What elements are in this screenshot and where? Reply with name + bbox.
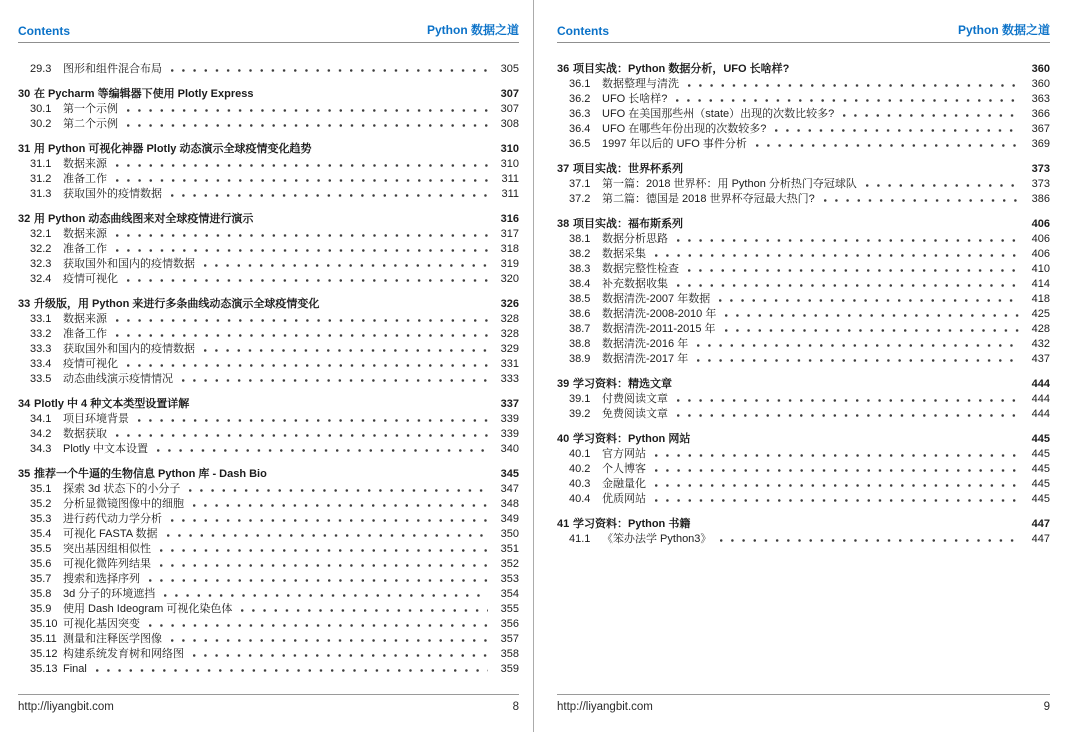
entry-number: 31.1 <box>30 158 52 170</box>
entry-page: 406 <box>1031 218 1050 230</box>
entry-title: 可视化基因突变 <box>63 618 140 630</box>
entry-title: 数据清洗-2008-2010 年 <box>602 308 717 320</box>
entry-page: 410 <box>1031 263 1050 275</box>
toc-subsection-entry[interactable] <box>18 647 519 662</box>
entry-title: 数据完整性检查 <box>602 263 679 275</box>
entry-number: 39 <box>557 378 570 390</box>
brand-label: Python 数据之道 <box>427 23 519 37</box>
entry-title: 1997 年以后的 UFO 事件分析 <box>602 138 747 150</box>
page-footer <box>18 694 519 713</box>
entry-page: 386 <box>1031 193 1050 205</box>
toc-subsection-entry[interactable] <box>557 107 1050 122</box>
page-number: 8 <box>512 701 519 713</box>
toc-section <box>18 397 519 457</box>
entry-title: 金融量化 <box>602 478 646 490</box>
toc-subsection-entry[interactable] <box>18 557 519 572</box>
toc-chapter-entry[interactable] <box>18 467 519 482</box>
entry-number: 35.9 <box>30 603 52 615</box>
entry-number: 37 <box>557 163 570 175</box>
entry-number: 35.6 <box>30 558 52 570</box>
footer-url[interactable]: http://liyangbit.com <box>557 701 653 713</box>
entry-number: 30 <box>18 88 31 100</box>
entry-title: 个人博客 <box>602 463 646 475</box>
entry-number: 38.4 <box>569 278 591 290</box>
entry-number: 37.2 <box>569 193 591 205</box>
entry-page: 373 <box>1031 178 1050 190</box>
entry-number: 32.4 <box>30 273 52 285</box>
entry-number: 40.1 <box>569 448 591 460</box>
entry-page: 360 <box>1031 63 1050 75</box>
entry-number: 31 <box>18 143 31 155</box>
entry-title: 分析显微镜图像中的细胞 <box>63 498 184 510</box>
entry-title: 学习资料：Python 书籍 <box>573 518 691 530</box>
entry-number: 33.1 <box>30 313 52 325</box>
entry-page: 445 <box>1031 433 1050 445</box>
toc-subsection-entry[interactable] <box>557 77 1050 92</box>
entry-title: 数据获取 <box>63 428 107 440</box>
toc-subsection-entry[interactable] <box>18 327 519 342</box>
entry-title: 构建系统发育树和网络图 <box>63 648 184 660</box>
toc-subsection-entry[interactable] <box>18 117 519 132</box>
entry-number: 38.2 <box>569 248 591 260</box>
entry-title: 数据来源 <box>63 158 107 170</box>
entry-number: 33.5 <box>30 373 52 385</box>
entry-page: 307 <box>500 88 519 100</box>
entry-number: 32 <box>18 213 31 225</box>
entry-number: 35.11 <box>30 633 57 645</box>
entry-title: 优质网站 <box>602 493 646 505</box>
entry-page: 310 <box>500 158 519 170</box>
page-header <box>18 0 519 43</box>
entry-title: 数据清洗-2011-2015 年 <box>602 323 716 335</box>
toc-chapter-entry[interactable] <box>18 297 519 312</box>
toc-chapter-entry[interactable] <box>557 517 1050 532</box>
entry-title: 项目实战：Python 数据分析，UFO 长啥样? <box>573 63 790 75</box>
entry-title: 数据清洗-2016 年 <box>602 338 689 350</box>
contents-label: Contents <box>557 24 609 38</box>
entry-page: 352 <box>500 558 519 570</box>
page-number: 9 <box>1043 701 1050 713</box>
entry-page: 311 <box>501 173 519 185</box>
toc-subsection-entry[interactable] <box>557 392 1050 407</box>
toc-section <box>18 212 519 287</box>
entry-number: 35 <box>18 468 31 480</box>
toc-subsection-entry[interactable] <box>18 62 519 77</box>
toc-subsection-entry[interactable] <box>557 177 1050 192</box>
toc-subsection-entry[interactable] <box>557 137 1050 152</box>
entry-page: 305 <box>500 63 519 75</box>
entry-title: 第二篇：德国是 2018 世界杯夺冠最大热门? <box>602 193 815 205</box>
entry-page: 331 <box>500 358 519 370</box>
entry-title: 探索 3d 状态下的小分子 <box>63 483 181 495</box>
entry-number: 31.2 <box>30 173 52 185</box>
entry-title: 项目实战：世界杯系列 <box>573 163 683 175</box>
entry-page: 445 <box>1031 493 1050 505</box>
entry-title: 免费阅读文章 <box>602 408 668 420</box>
toc-subsection-entry[interactable] <box>18 242 519 257</box>
toc-subsection-entry[interactable] <box>18 442 519 457</box>
entry-page: 351 <box>500 543 519 555</box>
entry-number: 36.5 <box>569 138 591 150</box>
entry-number: 35.8 <box>30 588 52 600</box>
toc-subsection-entry[interactable] <box>557 477 1050 492</box>
entry-title: 数据采集 <box>602 248 646 260</box>
entry-page: 326 <box>500 298 519 310</box>
entry-number: 36.2 <box>569 93 591 105</box>
entry-title: 搜索和选择序列 <box>63 573 140 585</box>
entry-title: UFO 在美国那些州（state）出现的次数比较多? <box>602 108 835 120</box>
toc-subsection-entry[interactable] <box>18 662 519 677</box>
entry-title: 数据整理与清洗 <box>602 78 679 90</box>
entry-title: 第一个示例 <box>63 103 118 115</box>
entry-page: 444 <box>1031 378 1050 390</box>
entry-page: 359 <box>500 663 519 675</box>
entry-number: 38.1 <box>569 233 591 245</box>
entry-page: 319 <box>500 258 519 270</box>
entry-number: 39.1 <box>569 393 591 405</box>
toc-subsection-entry[interactable] <box>18 342 519 357</box>
entry-number: 35.13 <box>30 663 58 675</box>
entry-page: 406 <box>1031 248 1050 260</box>
entry-page: 333 <box>500 373 519 385</box>
toc-section <box>18 142 519 202</box>
entry-number: 41.1 <box>569 533 591 545</box>
toc-subsection-entry[interactable] <box>18 172 519 187</box>
toc-subsection-entry[interactable] <box>557 407 1050 422</box>
entry-page: 369 <box>1031 138 1050 150</box>
entry-page: 307 <box>500 103 519 115</box>
entry-number: 38 <box>557 218 570 230</box>
entry-number: 33.2 <box>30 328 52 340</box>
entry-number: 34.1 <box>30 413 52 425</box>
entry-title: 可视化 FASTA 数据 <box>63 528 158 540</box>
entry-number: 31.3 <box>30 188 52 200</box>
entry-page: 328 <box>500 313 519 325</box>
entry-page: 363 <box>1031 93 1050 105</box>
entry-page: 318 <box>500 243 519 255</box>
entry-title: 付费阅读文章 <box>602 393 668 405</box>
entry-title: 项目环境背景 <box>63 413 129 425</box>
toc-subsection-entry[interactable] <box>557 492 1050 507</box>
toc-list <box>18 43 519 677</box>
toc-section <box>557 162 1050 207</box>
toc-subsection-entry[interactable] <box>557 232 1050 247</box>
entry-page: 447 <box>1031 518 1050 530</box>
toc-section <box>557 217 1050 367</box>
toc-subsection-entry[interactable] <box>18 157 519 172</box>
entry-number: 35.10 <box>30 618 58 630</box>
toc-subsection-entry[interactable] <box>18 272 519 287</box>
toc-section <box>557 432 1050 507</box>
entry-title: 补充数据收集 <box>602 278 668 290</box>
toc-subsection-entry[interactable] <box>18 572 519 587</box>
entry-page: 349 <box>500 513 519 525</box>
entry-title: 疫情可视化 <box>63 358 118 370</box>
entry-number: 38.6 <box>569 308 591 320</box>
entry-title: 数据清洗-2017 年 <box>602 353 689 365</box>
entry-page: 428 <box>1031 323 1050 335</box>
toc-subsection-entry[interactable] <box>18 632 519 647</box>
entry-number: 40 <box>557 433 570 445</box>
toc-chapter-entry[interactable] <box>557 162 1050 177</box>
entry-page: 357 <box>500 633 519 645</box>
entry-title: 第一篇：2018 世界杯：用 Python 分析热门夺冠球队 <box>602 178 857 190</box>
toc-subsection-entry[interactable] <box>557 292 1050 307</box>
toc-chapter-entry[interactable] <box>557 62 1050 77</box>
entry-number: 36.4 <box>569 123 591 135</box>
entry-page: 354 <box>500 588 519 600</box>
toc-chapter-entry[interactable] <box>18 212 519 227</box>
toc-subsection-entry[interactable] <box>18 512 519 527</box>
entry-page: 360 <box>1031 78 1050 90</box>
toc-section <box>18 62 519 77</box>
entry-page: 310 <box>500 143 519 155</box>
entry-title: 图形和组件混合布局 <box>63 63 162 75</box>
entry-title: 准备工作 <box>63 173 107 185</box>
entry-number: 32.1 <box>30 228 52 240</box>
entry-title: 数据分析思路 <box>602 233 668 245</box>
entry-page: 418 <box>1031 293 1050 305</box>
entry-number: 35.12 <box>30 648 58 660</box>
entry-page: 373 <box>1031 163 1050 175</box>
entry-number: 33.4 <box>30 358 52 370</box>
toc-subsection-entry[interactable] <box>557 532 1050 547</box>
page-footer <box>557 694 1050 713</box>
entry-title: 升级版，用 Python 来进行多条曲线动态演示全球疫情变化 <box>34 298 320 310</box>
entry-page: 444 <box>1031 408 1050 420</box>
footer-url[interactable]: http://liyangbit.com <box>18 701 114 713</box>
toc-subsection-entry[interactable] <box>557 122 1050 137</box>
toc-subsection-entry[interactable] <box>18 602 519 617</box>
toc-subsection-entry[interactable] <box>557 447 1050 462</box>
entry-number: 38.9 <box>569 353 591 365</box>
entry-title: 数据来源 <box>63 228 107 240</box>
page-header <box>557 0 1050 43</box>
toc-subsection-entry[interactable] <box>18 357 519 372</box>
entry-page: 329 <box>500 343 519 355</box>
entry-page: 447 <box>1031 533 1050 545</box>
toc-chapter-entry[interactable] <box>557 432 1050 447</box>
toc-chapter-entry[interactable] <box>557 377 1050 392</box>
toc-subsection-entry[interactable] <box>18 542 519 557</box>
entry-title: 疫情可视化 <box>63 273 118 285</box>
entry-page: 347 <box>500 483 519 495</box>
entry-page: 350 <box>500 528 519 540</box>
entry-number: 35.4 <box>30 528 52 540</box>
entry-page: 355 <box>500 603 519 615</box>
toc-subsection-entry[interactable] <box>557 277 1050 292</box>
entry-title: 可视化微阵列结果 <box>63 558 151 570</box>
toc-subsection-entry[interactable] <box>18 587 519 602</box>
entry-title: 在 Pycharm 等编辑器下使用 Plotly Express <box>34 88 254 100</box>
entry-title: UFO 长啥样? <box>602 93 668 105</box>
entry-number: 30.2 <box>30 118 52 130</box>
toc-section <box>18 297 519 387</box>
entry-page: 414 <box>1031 278 1050 290</box>
toc-subsection-entry[interactable] <box>18 527 519 542</box>
toc-subsection-entry[interactable] <box>18 427 519 442</box>
entry-page: 445 <box>1031 463 1050 475</box>
entry-title: 进行药代动力学分析 <box>63 513 162 525</box>
entry-page: 358 <box>500 648 519 660</box>
toc-page-9 <box>534 0 1080 732</box>
entry-title: 准备工作 <box>63 328 107 340</box>
entry-title: 《笨办法学 Python3》 <box>602 533 712 545</box>
entry-page: 425 <box>1031 308 1050 320</box>
entry-title: 使用 Dash Ideogram 可视化染色体 <box>63 603 233 615</box>
entry-title: Plotly 中文本设置 <box>63 443 148 455</box>
entry-number: 30.1 <box>30 103 52 115</box>
toc-subsection-entry[interactable] <box>18 482 519 497</box>
entry-title: 第二个示例 <box>63 118 118 130</box>
entry-page: 367 <box>1031 123 1050 135</box>
toc-chapter-entry[interactable] <box>18 87 519 102</box>
entry-title: 准备工作 <box>63 243 107 255</box>
toc-section <box>18 87 519 132</box>
entry-page: 444 <box>1031 393 1050 405</box>
entry-number: 38.8 <box>569 338 591 350</box>
entry-title: 获取国外的疫情数据 <box>63 188 162 200</box>
toc-subsection-entry[interactable] <box>18 102 519 117</box>
entry-title: 数据来源 <box>63 313 107 325</box>
entry-title: UFO 在哪些年份出现的次数较多? <box>602 123 767 135</box>
entry-number: 40.3 <box>569 478 591 490</box>
entry-number: 35.7 <box>30 573 52 585</box>
entry-number: 36 <box>557 63 570 75</box>
entry-page: 339 <box>500 413 519 425</box>
entry-number: 40.2 <box>569 463 591 475</box>
entry-page: 348 <box>500 498 519 510</box>
toc-section <box>557 377 1050 422</box>
entry-number: 38.3 <box>569 263 591 275</box>
entry-page: 445 <box>1031 478 1050 490</box>
contents-label: Contents <box>18 24 70 38</box>
toc-chapter-entry[interactable] <box>18 142 519 157</box>
entry-number: 34.2 <box>30 428 52 440</box>
entry-page: 356 <box>500 618 519 630</box>
toc-subsection-entry[interactable] <box>18 372 519 387</box>
entry-page: 311 <box>501 188 519 200</box>
entry-number: 38.5 <box>569 293 591 305</box>
entry-number: 35.5 <box>30 543 52 555</box>
entry-number: 38.7 <box>569 323 591 335</box>
toc-section <box>18 467 519 677</box>
entry-page: 366 <box>1031 108 1050 120</box>
entry-page: 339 <box>500 428 519 440</box>
toc-chapter-entry[interactable] <box>18 397 519 412</box>
entry-number: 33 <box>18 298 31 310</box>
entry-number: 34.3 <box>30 443 52 455</box>
entry-page: 317 <box>500 228 519 240</box>
entry-page: 353 <box>500 573 519 585</box>
entry-title: 项目实战：福布斯系列 <box>573 218 683 230</box>
toc-chapter-entry[interactable] <box>557 217 1050 232</box>
entry-number: 32.2 <box>30 243 52 255</box>
entry-title: 推荐一个牛逼的生物信息 Python 库 - Dash Bio <box>34 468 267 480</box>
entry-page: 406 <box>1031 233 1050 245</box>
entry-title: 动态曲线演示疫情情况 <box>63 373 173 385</box>
toc-subsection-entry[interactable] <box>557 307 1050 322</box>
entry-title: 学习资料：精选文章 <box>573 378 672 390</box>
entry-number: 35.2 <box>30 498 52 510</box>
toc-subsection-entry[interactable] <box>557 247 1050 262</box>
entry-title: 学习资料：Python 网站 <box>573 433 691 445</box>
entry-title: Final <box>63 663 87 675</box>
entry-page: 437 <box>1031 353 1050 365</box>
toc-subsection-entry[interactable] <box>557 337 1050 352</box>
entry-page: 337 <box>500 398 519 410</box>
entry-number: 40.4 <box>569 493 591 505</box>
entry-title: 突出基因组相似性 <box>63 543 151 555</box>
entry-number: 35.3 <box>30 513 52 525</box>
entry-page: 308 <box>500 118 519 130</box>
entry-number: 29.3 <box>30 63 52 75</box>
entry-number: 35.1 <box>30 483 52 495</box>
entry-number: 39.2 <box>569 408 591 420</box>
entry-title: 用 Python 可视化神器 Plotly 动态演示全球疫情变化趋势 <box>34 143 312 155</box>
entry-number: 36.3 <box>569 108 591 120</box>
entry-number: 36.1 <box>569 78 591 90</box>
entry-title: 获取国外和国内的疫情数据 <box>63 343 195 355</box>
toc-subsection-entry[interactable] <box>557 322 1050 337</box>
entry-number: 33.3 <box>30 343 52 355</box>
entry-page: 432 <box>1031 338 1050 350</box>
entry-page: 340 <box>500 443 519 455</box>
entry-title: 3d 分子的环境遮挡 <box>63 588 156 600</box>
brand-label: Python 数据之道 <box>958 23 1050 37</box>
toc-subsection-entry[interactable] <box>557 352 1050 367</box>
entry-title: 测量和注释医学图像 <box>63 633 162 645</box>
entry-page: 328 <box>500 328 519 340</box>
entry-title: Plotly 中 4 种文本类型设置详解 <box>34 398 190 410</box>
toc-section <box>557 517 1050 547</box>
toc-list <box>557 43 1050 547</box>
toc-subsection-entry[interactable] <box>557 192 1050 207</box>
entry-title: 获取国外和国内的疫情数据 <box>63 258 195 270</box>
entry-number: 32.3 <box>30 258 52 270</box>
entry-page: 320 <box>500 273 519 285</box>
entry-number: 34 <box>18 398 31 410</box>
entry-title: 用 Python 动态曲线图来对全球疫情进行演示 <box>34 213 254 225</box>
toc-subsection-entry[interactable] <box>18 187 519 202</box>
toc-subsection-entry[interactable] <box>18 617 519 632</box>
entry-number: 41 <box>557 518 570 530</box>
toc-page-8 <box>0 0 534 732</box>
toc-subsection-entry[interactable] <box>18 257 519 272</box>
toc-subsection-entry[interactable] <box>18 497 519 512</box>
entry-number: 37.1 <box>569 178 591 190</box>
entry-title: 官方网站 <box>602 448 646 460</box>
toc-subsection-entry[interactable] <box>18 312 519 327</box>
toc-subsection-entry[interactable] <box>557 92 1050 107</box>
toc-subsection-entry[interactable] <box>557 262 1050 277</box>
entry-page: 316 <box>500 213 519 225</box>
entry-page: 445 <box>1031 448 1050 460</box>
toc-subsection-entry[interactable] <box>18 227 519 242</box>
toc-subsection-entry[interactable] <box>557 462 1050 477</box>
toc-subsection-entry[interactable] <box>18 412 519 427</box>
entry-page: 345 <box>500 468 519 480</box>
entry-title: 数据清洗-2007 年数据 <box>602 293 711 305</box>
toc-section <box>557 62 1050 152</box>
